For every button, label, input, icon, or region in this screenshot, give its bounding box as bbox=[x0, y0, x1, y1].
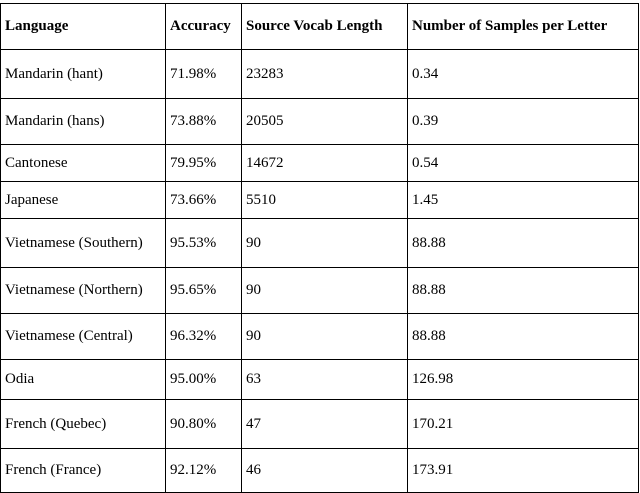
header-language: Language bbox=[1, 4, 166, 50]
table-row bbox=[1, 314, 639, 360]
results-table bbox=[0, 3, 639, 493]
cell-accuracy: 95.53% bbox=[166, 219, 242, 268]
cell-accuracy: 90.80% bbox=[166, 400, 242, 449]
cell-samples-per-letter: 88.88 bbox=[408, 219, 639, 268]
cell-language: French (France) bbox=[1, 449, 166, 493]
cell-samples-per-letter: 170.21 bbox=[408, 400, 639, 449]
cell-samples-per-letter: 0.34 bbox=[408, 50, 639, 99]
cell-accuracy: 73.88% bbox=[166, 99, 242, 145]
table-row bbox=[1, 99, 639, 145]
cell-samples-per-letter: 0.54 bbox=[408, 145, 639, 182]
table-row bbox=[1, 449, 639, 493]
cell-vocab-length: 90 bbox=[242, 219, 408, 268]
table-row bbox=[1, 50, 639, 99]
cell-accuracy: 95.00% bbox=[166, 360, 242, 400]
cell-vocab-length: 46 bbox=[242, 449, 408, 493]
cell-language: Mandarin (hant) bbox=[1, 50, 166, 99]
cell-language: Cantonese bbox=[1, 145, 166, 182]
cell-accuracy: 79.95% bbox=[166, 145, 242, 182]
cell-vocab-length: 63 bbox=[242, 360, 408, 400]
table-row bbox=[1, 360, 639, 400]
cell-samples-per-letter: 126.98 bbox=[408, 360, 639, 400]
cell-vocab-length: 20505 bbox=[242, 99, 408, 145]
cell-samples-per-letter: 88.88 bbox=[408, 268, 639, 314]
table-row bbox=[1, 268, 639, 314]
cell-accuracy: 96.32% bbox=[166, 314, 242, 360]
cell-accuracy: 95.65% bbox=[166, 268, 242, 314]
cell-vocab-length: 47 bbox=[242, 400, 408, 449]
cell-accuracy: 73.66% bbox=[166, 182, 242, 219]
table-row bbox=[1, 145, 639, 182]
cell-samples-per-letter: 0.39 bbox=[408, 99, 639, 145]
cell-accuracy: 71.98% bbox=[166, 50, 242, 99]
header-row bbox=[1, 4, 639, 50]
header-source-vocab-length: Source Vocab Length bbox=[242, 4, 408, 50]
cell-samples-per-letter: 88.88 bbox=[408, 314, 639, 360]
cell-samples-per-letter: 173.91 bbox=[408, 449, 639, 493]
cell-language: Japanese bbox=[1, 182, 166, 219]
header-accuracy: Accuracy bbox=[166, 4, 242, 50]
cell-vocab-length: 23283 bbox=[242, 50, 408, 99]
cell-vocab-length: 5510 bbox=[242, 182, 408, 219]
cell-vocab-length: 90 bbox=[242, 268, 408, 314]
cell-language: Vietnamese (Southern) bbox=[1, 219, 166, 268]
cell-samples-per-letter: 1.45 bbox=[408, 182, 639, 219]
table-row bbox=[1, 400, 639, 449]
cell-vocab-length: 90 bbox=[242, 314, 408, 360]
cell-accuracy: 92.12% bbox=[166, 449, 242, 493]
cell-language: Vietnamese (Northern) bbox=[1, 268, 166, 314]
cell-vocab-length: 14672 bbox=[242, 145, 408, 182]
cell-language: Mandarin (hans) bbox=[1, 99, 166, 145]
cell-language: Odia bbox=[1, 360, 166, 400]
table-row bbox=[1, 182, 639, 219]
cell-language: Vietnamese (Central) bbox=[1, 314, 166, 360]
table-row bbox=[1, 219, 639, 268]
cell-language: French (Quebec) bbox=[1, 400, 166, 449]
header-samples-per-letter: Number of Samples per Letter bbox=[408, 4, 639, 50]
